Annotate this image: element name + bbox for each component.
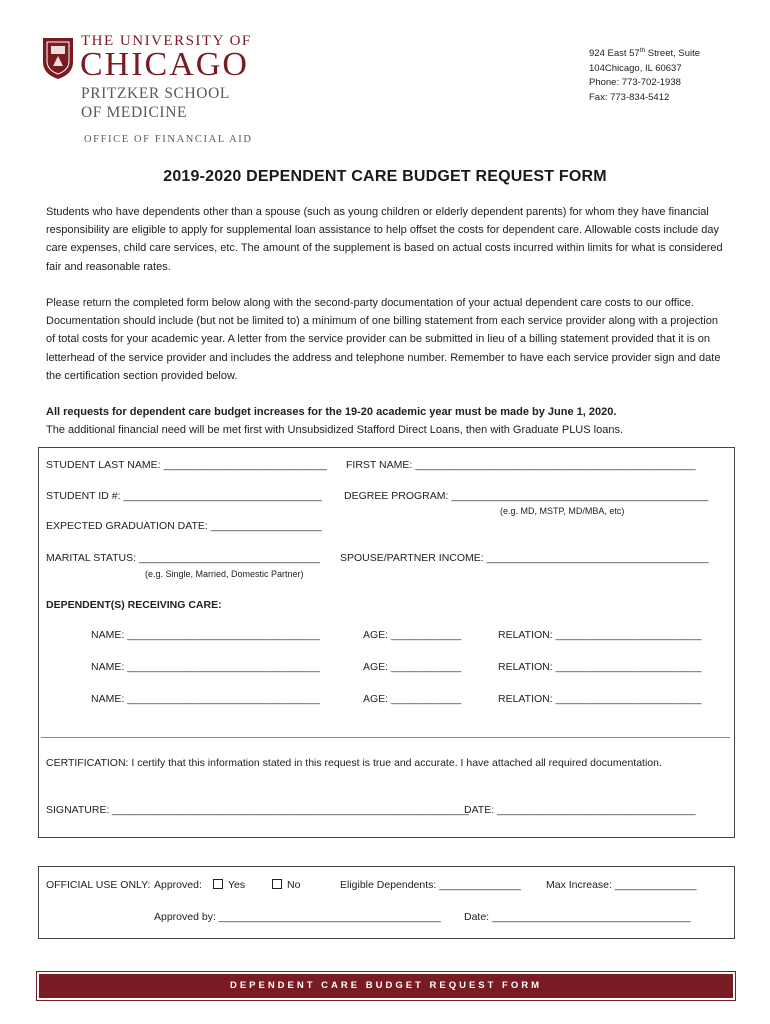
- office-name: OFFICE OF FINANCIAL AID: [84, 134, 253, 145]
- official-date-field[interactable]: Date: __________________________________: [464, 911, 691, 923]
- dependent-relation-field[interactable]: RELATION: _________________________: [498, 693, 702, 705]
- university-name: CHICAGO: [80, 46, 249, 83]
- approved-by-field[interactable]: Approved by: ______________________________________: [154, 911, 441, 923]
- school-name-line2: OF MEDICINE: [81, 104, 188, 121]
- school-name: [81, 84, 230, 122]
- school-name-line1: PRITZKER SCHOOL: [81, 85, 230, 102]
- deadline-notice: All requests for dependent care budget increases for the 19-20 academic year must be made by June 1, 2020.: [46, 406, 617, 418]
- approved-label: Approved:: [154, 879, 202, 891]
- intro-paragraph-2: Please return the completed form below along with the second-party documentation of your actual dependent care costs to our office. Documentation should include (but not be limited to) a minimum of one billing statement from each service provider along with a projection of total costs for your academic year. A letter from the service provider can be submitted in lieu of a billing statement provided that it is on letterhead of the service provider and includes the address and telephone number. Remember to have each service provider sign and date the certification section provided below.: [46, 297, 721, 382]
- dependent-relation-field[interactable]: RELATION: _________________________: [498, 629, 702, 641]
- official-use-box: [38, 866, 735, 939]
- form-title: 2019-2020 DEPENDENT CARE BUDGET REQUEST FORM: [163, 168, 607, 185]
- degree-hint: (e.g. MD, MSTP, MD/MBA, etc): [500, 506, 625, 516]
- graduation-date-field[interactable]: EXPECTED GRADUATION DATE: ___________________: [46, 520, 322, 532]
- degree-program-field[interactable]: DEGREE PROGRAM: ____________________________________________: [344, 490, 709, 502]
- dependent-age-field[interactable]: AGE: ____________: [363, 693, 462, 705]
- footer-title: DEPENDENT CARE BUDGET REQUEST FORM: [39, 974, 733, 998]
- approved-yes-checkbox[interactable]: [213, 879, 245, 891]
- dependents-heading: DEPENDENT(S) RECEIVING CARE:: [46, 599, 222, 611]
- dependent-name-field[interactable]: NAME: _________________________________: [91, 629, 320, 641]
- dependent-age-field[interactable]: AGE: ____________: [363, 629, 462, 641]
- spouse-income-field[interactable]: SPOUSE/PARTNER INCOME: ______________________________________: [340, 552, 709, 564]
- university-name-top: THE UNIVERSITY OF: [81, 33, 252, 49]
- intro-paragraph-1: Students who have dependents other than a spouse (such as young children or elderly dependent parents) for whom they have financial responsibility are eligible to apply for supplemental loan assistance to help offset the costs for dependent care. Allowable costs include day care expenses, child care services, etc. The amount of the supplement is based on actual costs incurred within limits for what is considered fair and reasonable rates.: [46, 206, 723, 273]
- first-name-field[interactable]: FIRST NAME: ________________________________________________: [346, 459, 696, 471]
- student-id-field[interactable]: STUDENT ID #: __________________________________: [46, 490, 322, 502]
- dependent-age-field[interactable]: AGE: ____________: [363, 661, 462, 673]
- dependent-name-field[interactable]: NAME: _________________________________: [91, 693, 320, 705]
- official-use-label: OFFICIAL USE ONLY:: [46, 879, 151, 891]
- student-form-box: [38, 447, 735, 838]
- approved-yes-label: Yes: [228, 879, 246, 891]
- address-line1: 924 East 57th Street, Suite: [589, 47, 701, 60]
- loan-note: The additional financial need will be met first with Unsubsidized Stafford Direct Loans, then with Graduate PLUS loans.: [46, 424, 623, 436]
- address-line2: 104Chicago, IL 60637: [589, 62, 682, 74]
- eligible-dependents-field[interactable]: Eligible Dependents: ______________: [340, 879, 521, 891]
- marital-hint: (e.g. Single, Married, Domestic Partner): [145, 569, 304, 579]
- max-increase-field[interactable]: Max Increase: ______________: [546, 879, 697, 891]
- approved-no-checkbox[interactable]: [272, 879, 300, 891]
- approved-no-label: No: [287, 879, 301, 891]
- signature-date-field[interactable]: DATE: __________________________________: [464, 804, 696, 816]
- address-fax: Fax: 773-834-5412: [589, 91, 670, 103]
- section-divider: [41, 737, 730, 738]
- university-seal-icon: [41, 36, 75, 80]
- footer-bar: [36, 971, 736, 1001]
- certification-statement: CERTIFICATION: I certify that this information stated in this request is true and accurate. I have attached all required documentation.: [46, 757, 662, 769]
- signature-field[interactable]: SIGNATURE: _____________________________________________________________: [46, 804, 469, 816]
- address-phone: Phone: 773-702-1938: [589, 77, 681, 89]
- checkbox-icon: [272, 879, 282, 889]
- last-name-field[interactable]: STUDENT LAST NAME: ____________________________: [46, 459, 327, 471]
- dependent-relation-field[interactable]: RELATION: _________________________: [498, 661, 702, 673]
- marital-status-field[interactable]: MARITAL STATUS: _______________________________: [46, 552, 320, 564]
- checkbox-icon: [213, 879, 223, 889]
- dependent-name-field[interactable]: NAME: _________________________________: [91, 661, 320, 673]
- office-address: [589, 44, 700, 105]
